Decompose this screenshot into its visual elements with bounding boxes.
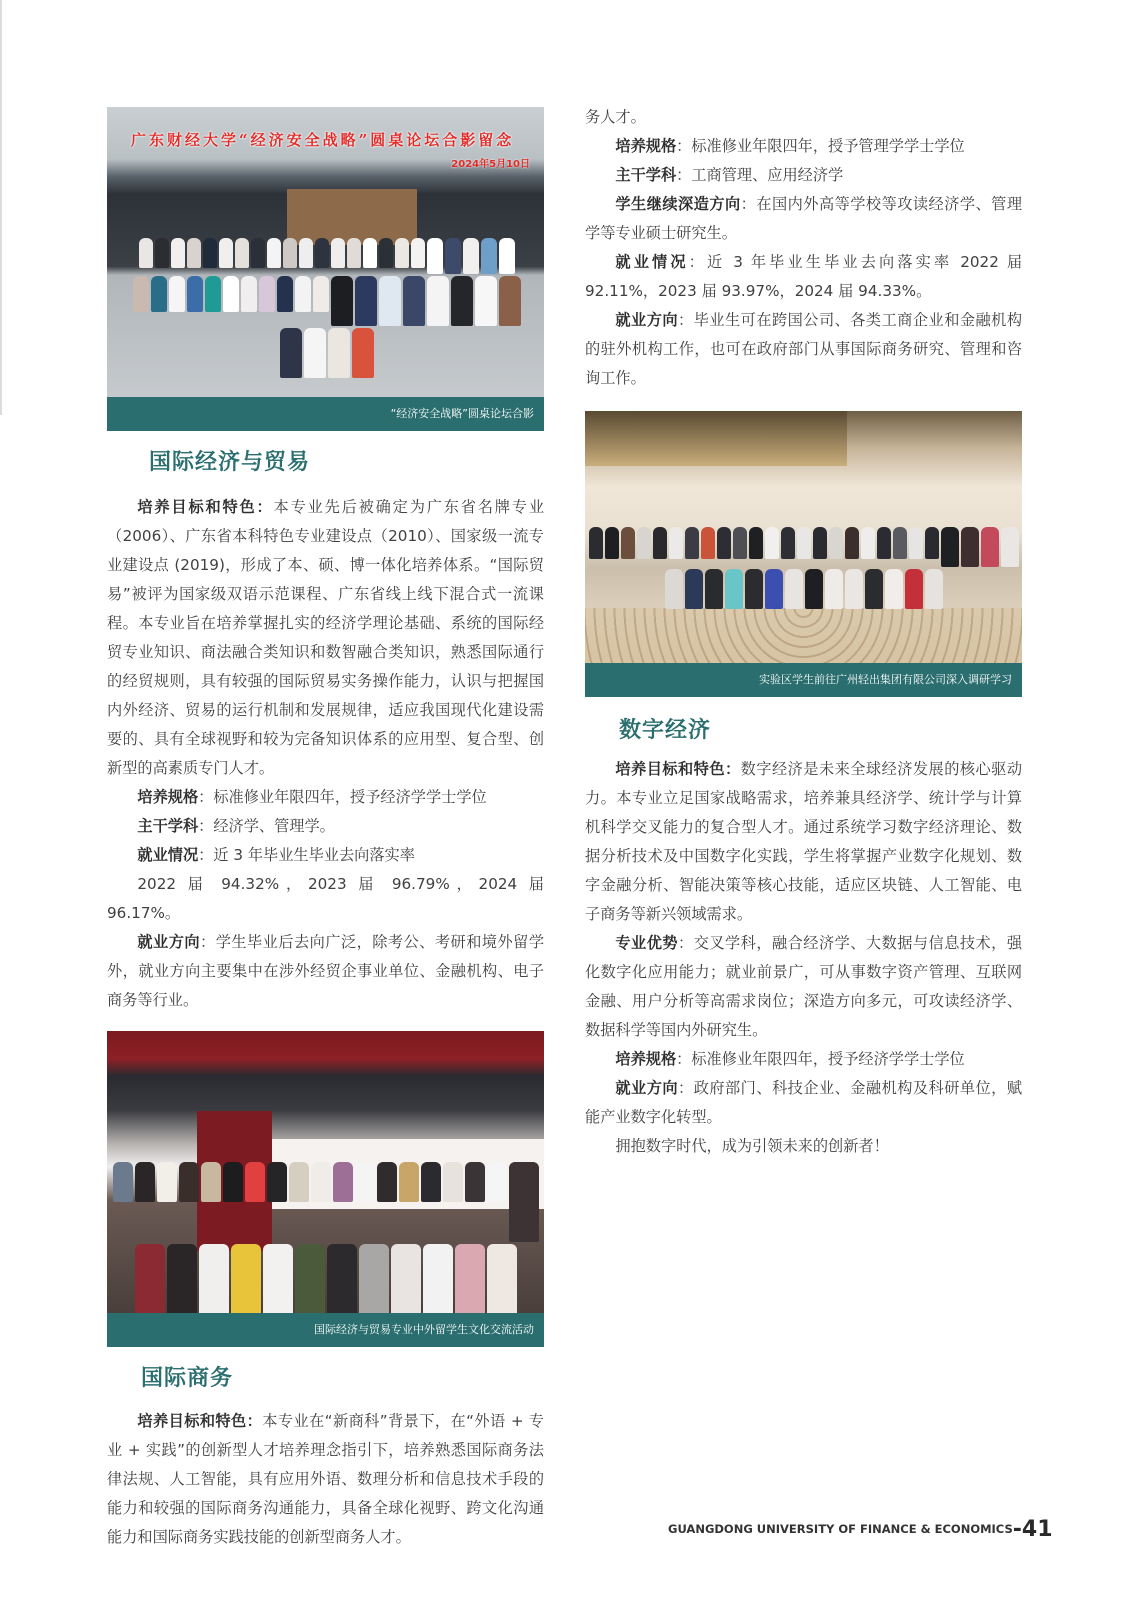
crowd-people xyxy=(132,237,522,379)
intlbiz-further-label: 学生继续深造方向 xyxy=(615,195,741,213)
digital-direction-text: ：政府部门、科技企业、金融机构及科研单位，赋能产业数字化转型。 xyxy=(585,1079,1023,1126)
digital-advantage-paragraph xyxy=(585,929,1022,1045)
intlbiz-subject-paragraph xyxy=(585,161,1022,190)
digital-advantage-label: 专业优势 xyxy=(615,934,679,952)
intlbiz-goal-label: 培养目标和特色： xyxy=(137,1412,263,1430)
intlbiz-spec-text: ：标准修业年限四年，授予管理学学士学位 xyxy=(676,137,965,155)
ietrade-spec-text: ：标准修业年限四年，授予经济学学士学位 xyxy=(198,788,487,806)
digital-goal-label: 培养目标和特色： xyxy=(615,760,741,778)
forum-photo-caption: “经济安全战略”圆桌论坛合影 xyxy=(107,397,544,431)
digital-advantage-text: ：交叉学科，融合经济学、大数据与信息技术，强化数字化应用能力；就业前景广，可从事数字资产管理、互联网金融、用户分析等高需求岗位；深造方向多元，可攻读经济学、数据科学等国内外研究生。 xyxy=(585,934,1023,1039)
digital-direction-label: 就业方向 xyxy=(615,1079,679,1097)
ietrade-subject-paragraph xyxy=(107,812,544,841)
ietrade-goal-text: 本专业先后被确定为广东省名牌专业（2006）、广东省本科特色专业建设点（2010）、国家级一流专业建设点 (2019)，形成了本、硕、博一体化培养体系。“国际贸易”被评为国家级双语示范课程、广东省线上线下混合式一流课程。本专业旨在培养掌握扎实的经济学理论基础、系统的国际经贸专业知识、商法融合类知识和数智融合类知识，熟悉国际通行的经贸规则，具有较强的国际贸易实务操作能力，认识与把握国内外经济、贸易的运行机制和发展规律，适应我国现代化建设需要的、具有全球视野和较为完备知识体系的应用型、复合型、创新型的高素质专门人才。 xyxy=(107,498,545,777)
visit-photo-caption: 实验区学生前往广州轻出集团有限公司深入调研学习 xyxy=(585,663,1022,697)
intlbiz-further-paragraph xyxy=(585,190,1022,248)
digital-spec-paragraph xyxy=(585,1045,1022,1074)
forum-photo-image xyxy=(107,107,544,397)
intlbiz-employment-label: 就业情况 xyxy=(615,253,689,271)
ietrade-employment-label: 就业情况 xyxy=(137,846,199,864)
page-edge-line xyxy=(0,0,2,415)
patterned-floor xyxy=(585,608,1022,663)
company-visit-photo xyxy=(585,411,1022,697)
ietrade-subject-label: 主干学科 xyxy=(137,817,199,835)
intlbiz-further-text: ：在国内外高等学校等攻读经济学、管理学等专业硕士研究生。 xyxy=(585,195,1023,242)
intlbiz-goal-text: 本专业在“新商科”背景下，在“外语 + 专业 + 实践”的创新型人才培养理念指引下，培养熟悉国际商务法律法规、人工智能，具有应用外语、数理分析和信息技术手段的能力和较强的国际商务沟通能力，具备全球化视野、跨文化沟通能力和国际商务实践技能的创新型商务人才。 xyxy=(107,1412,544,1546)
digital-spec-label: 培养规格 xyxy=(615,1050,677,1068)
left-column xyxy=(107,107,544,1552)
exchange-photo-image xyxy=(107,1031,544,1313)
ietrade-employment-rates: 2022 届 94.32%，2023 届 96.79%，2024 届 96.17%。 xyxy=(107,875,544,922)
right-column xyxy=(585,103,1022,1161)
intlbiz-spec-label: 培养规格 xyxy=(615,137,677,155)
ietrade-direction-text: ：学生毕业后去向广泛，除考公、考研和境外留学外，就业方向主要集中在涉外经贸企事业单位、金融机构、电子商务等行业。 xyxy=(107,933,545,1009)
intlbiz-direction-paragraph xyxy=(585,306,1022,393)
intlbiz-goal-paragraph xyxy=(107,1407,544,1552)
photo-banner-date: 2024年5月10日 xyxy=(451,159,530,170)
ietrade-employment-text: ：近 3 年毕业生毕业去向落实率 xyxy=(198,846,415,864)
intlbiz-direction-label: 就业方向 xyxy=(615,311,679,329)
intlbiz-goal-tail xyxy=(585,103,1022,132)
page-footer xyxy=(668,1517,1053,1542)
intlbiz-subject-text: ：工商管理、应用经济学 xyxy=(676,166,844,184)
digital-closing-line: 拥抱数字时代，成为引领未来的创新者！ xyxy=(615,1137,889,1155)
intlbiz-direction-text: ：毕业生可在跨国公司、各类工商企业和金融机构的驻外机构工作，也可在政府部门从事国际商务研究、管理和咨询工作。 xyxy=(585,311,1023,387)
footer-university-name: GUANGDONG UNIVERSITY OF FINANCE & ECONOMICS xyxy=(668,1522,1013,1536)
intlbiz-employment-text: ：近 3 年毕业生毕业去向落实率 2022 届 92.11%，2023 届 93.97%，2024 届 94.33%。 xyxy=(585,253,1023,300)
digital-direction-paragraph xyxy=(585,1074,1022,1132)
digital-goal-paragraph xyxy=(585,755,1022,929)
forum-group-photo xyxy=(107,107,544,431)
photo-banner-text: 广东财经大学“经济安全战略”圆桌论坛合影留念 xyxy=(131,131,515,149)
exchange-photo-caption: 国际经济与贸易专业中外留学生文化交流活动 xyxy=(107,1313,544,1347)
crowd-people xyxy=(107,1161,544,1313)
ietrade-spec-label: 培养规格 xyxy=(137,788,199,806)
page-number: 41 xyxy=(1021,1517,1053,1542)
crowd-people xyxy=(585,526,1022,610)
ietrade-direction-label: 就业方向 xyxy=(137,933,201,951)
intlbiz-employment-paragraph xyxy=(585,248,1022,306)
digital-goal-text: 数字经济是未来全球经济发展的核心驱动力。本专业立足国家战略需求，培养兼具经济学、统计学与计算机科学交叉能力的复合型人才。通过系统学习数字经济理论、数据分析技术及中国数字化实践，学生将掌握产业数字化规划、数字金融分析、智能决策等核心技能，适应区块链、人工智能、电子商务等新兴领域需求。 xyxy=(585,760,1023,923)
section-title-digital: 数字经济 xyxy=(619,717,712,743)
intlbiz-spec-paragraph xyxy=(585,132,1022,161)
ietrade-goal-paragraph xyxy=(107,493,544,783)
section-title-intlbiz: 国际商务 xyxy=(141,1365,234,1391)
visit-photo-image xyxy=(585,411,1022,663)
exchange-activity-photo xyxy=(107,1031,544,1347)
footer-dash: - xyxy=(1012,1517,1022,1542)
ietrade-spec-paragraph xyxy=(107,783,544,812)
ietrade-goal-label: 培养目标和特色： xyxy=(137,498,274,516)
ietrade-subject-text: ：经济学、管理学。 xyxy=(198,817,335,835)
intlbiz-goal-tail-text: 务人才。 xyxy=(585,108,646,126)
ietrade-direction-paragraph xyxy=(107,928,544,1015)
ceiling xyxy=(585,411,847,466)
intlbiz-subject-label: 主干学科 xyxy=(615,166,677,184)
ietrade-employment-paragraph xyxy=(107,841,544,870)
section-title-ietrade: 国际经济与贸易 xyxy=(149,449,311,475)
digital-spec-text: ：标准修业年限四年，授予经济学学士学位 xyxy=(676,1050,965,1068)
